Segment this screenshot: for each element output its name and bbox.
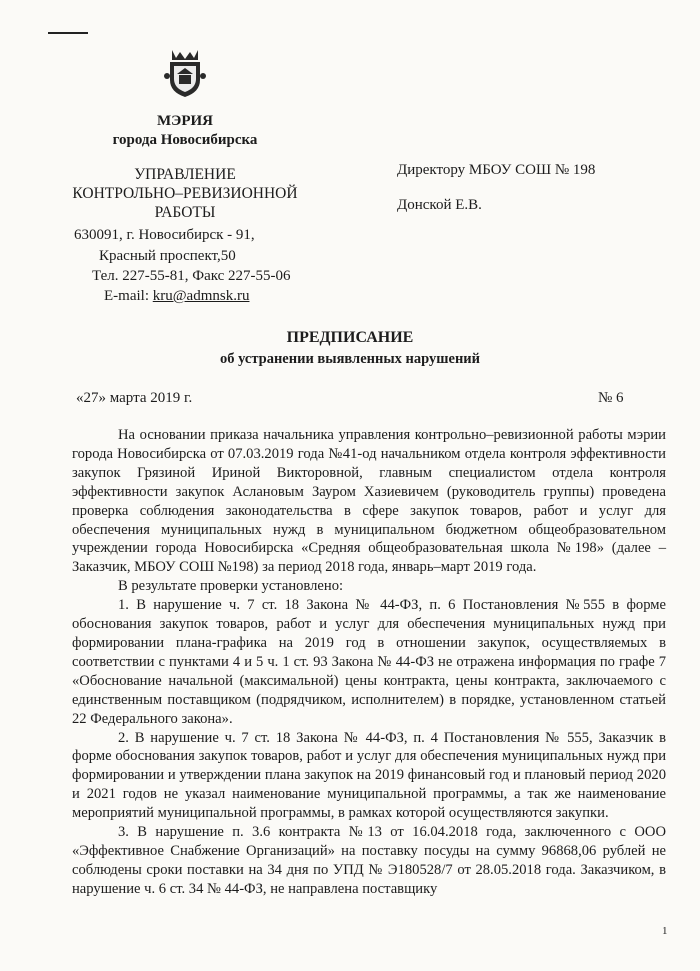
document-subtitle: об устранении выявленных нарушений <box>219 351 481 367</box>
phone-fax: Тел. 227-55-81, Факс 227-55-06 <box>92 268 291 284</box>
paragraph-finding-2: 2. В нарушение ч. 7 ст. 18 Закона № 44-ФЗ, п. 4 Постановления № 555, Заказчик в форме обоснования закупок товаров, работ и услуг для обеспечения муниципальных нужд при формировании и утверждении плана закупок на 2019 финансовый год и плановый период 2020 и 2021 годов не указал наименование муниципальной программы, а так же наименование мероприятий муниципальной программы, в рамках которой осуществляются закупки. <box>72 729 666 822</box>
document-body <box>72 426 666 899</box>
paragraph-intro: На основании приказа начальника управления контрольно–ревизионной работы мэрии города Новосибирска от 07.03.2019 года №41-од начальником отдела контроля эффективности закупок Грязиной Ириной Викторовной, главным специалистом отдела контроля эффективности закупок Аслановым Зауром Хазиевичем (руководитель группы) проведена проверка соблюдения законодательства в сфере закупок товаров, работ и услуг для обеспечения муниципальных нужд в муниципальном бюджетном общеобразовательном учреждении города Новосибирска «Средняя общеобразовательная школа №198» (далее – Заказчик, МБОУ СОШ №198) за период 2018 года, январь–март 2019 года. <box>72 427 666 576</box>
email-line: E-mail: kru@admnsk.ru <box>104 288 250 304</box>
address-line-2: Красный проспект,50 <box>99 248 236 264</box>
document-title: ПРЕДПИСАНИЕ <box>286 329 414 346</box>
scan-mark <box>48 32 88 34</box>
paragraph-finding-1: 1. В нарушение ч. 7 ст. 18 Закона № 44-ФЗ, п. 6 Постановления №555 в форме обоснования закупок товаров, работ и услуг для обеспечения муниципальных нужд при формировании плана-графика на 2019 год в отношении закупок, осуществляемых в соответствии с пунктами 4 и 5 ч. 1 ст. 93 Закона № 44-ФЗ не отражена информация по графе 7 «Обоснование начальной (максимальной) цены контракта, цены контракта, заключаемого с единственным поставщиком (подрядчиком, исполнителем) в порядке, установленном статьей 22 Федерального закона». <box>72 597 666 727</box>
department-name: УПРАВЛЕНИЕ КОНТРОЛЬНО–РЕВИЗИОННОЙ РАБОТЫ <box>72 166 298 221</box>
coat-of-arms-icon <box>162 46 208 98</box>
recipient-position: Директору МБОУ СОШ № 198 <box>397 162 596 178</box>
document-number: № 6 <box>598 390 624 406</box>
organization-name: МЭРИЯ города Новосибирска <box>112 113 258 148</box>
paragraph-findings-heading: В результате проверки установлено: <box>118 578 344 595</box>
page-number: 1 <box>662 925 668 937</box>
address-line-1: 630091, г. Новосибирск - 91, <box>74 227 255 243</box>
recipient-name: Донской Е.В. <box>397 197 482 213</box>
paragraph-finding-3: 3. В нарушение п. 3.6 контракта №13 от 16.04.2018 года, заключенного с ООО «Эффективное Снабжение Организаций» на поставку посуды на сумму 96868,06 рублей не соблюдены сроки поставки на 34 дня по УПД № Э180528/7 от 28.05.2018 года. Заказчиком, в нарушение ч. 6 ст. 34 № 44-ФЗ, не направлена поставщику <box>72 824 666 897</box>
email-link[interactable]: kru@admnsk.ru <box>152 288 250 304</box>
document-date: «27» марта 2019 г. <box>76 390 193 406</box>
